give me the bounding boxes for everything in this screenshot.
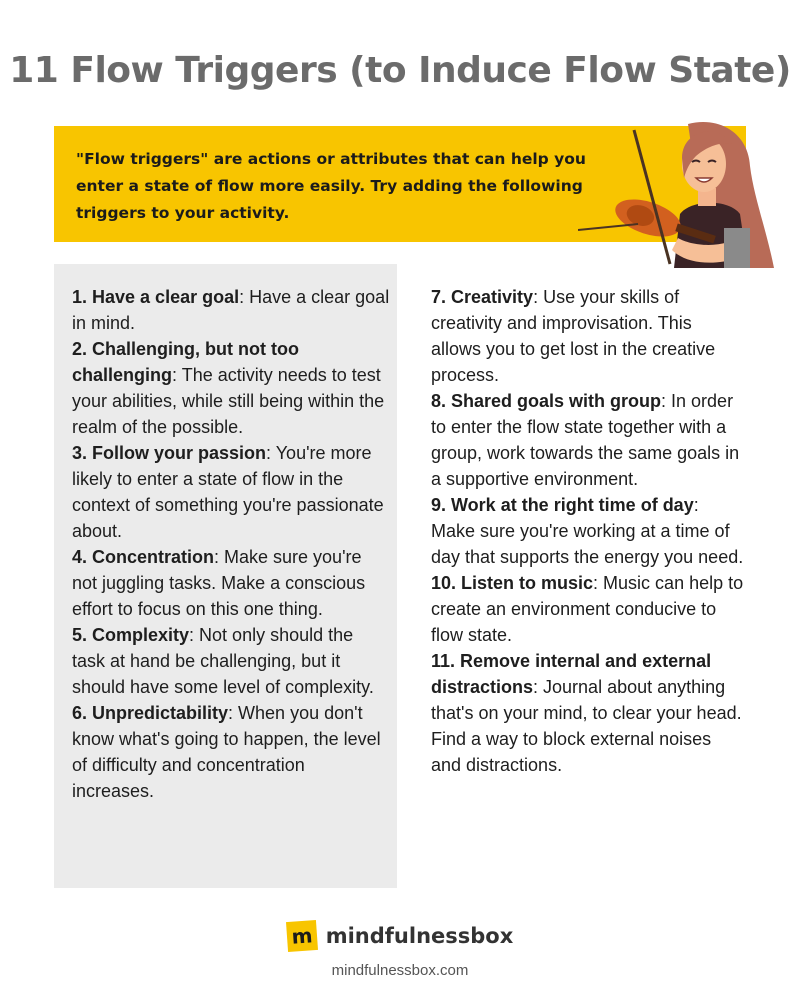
- list-item: [72, 284, 390, 336]
- brand-name: mindfulnessbox: [325, 924, 514, 948]
- left-column: [72, 284, 390, 804]
- list-item: [431, 648, 746, 778]
- item-text: : You're more likely to enter a state of flow in the context of something you're passionate about.: [72, 443, 384, 541]
- item-name: 2. Challenging, but not too challenging: [72, 339, 299, 385]
- list-item: [431, 284, 746, 388]
- item-name: 6. Unpredictability: [72, 703, 229, 723]
- right-column: [431, 284, 746, 778]
- list-item: [72, 700, 390, 804]
- item-text: : Have a clear goal in mind.: [72, 287, 390, 333]
- item-text: : In order to enter the flow state together with a group, work towards the same goals in a supportive environment.: [431, 391, 740, 489]
- list-item: [72, 440, 390, 544]
- item-name: 4. Concentration: [72, 547, 215, 567]
- violinist-illustration: [578, 118, 778, 270]
- item-text: : Make sure you're working at a time of day that supports the energy you need.: [431, 495, 744, 567]
- list-item: [72, 622, 390, 700]
- page-title: 11 Flow Triggers (to Induce Flow State): [9, 50, 791, 91]
- list-item: [72, 336, 390, 440]
- item-text: : The activity needs to test your abilities, while still being within the realm of the possible.: [72, 365, 385, 437]
- footer-logo[interactable]: [0, 921, 800, 959]
- logo-mark-icon: m: [286, 920, 318, 952]
- list-item: [431, 388, 746, 492]
- item-name: 8. Shared goals with group: [431, 391, 662, 411]
- item-name: 11. Remove internal and external distractions: [431, 651, 712, 697]
- item-text: : When you don't know what's going to happen, the level of difficulty and concentration increases.: [72, 703, 381, 801]
- footer-url-link[interactable]: mindfulnessbox.com: [331, 962, 469, 979]
- item-name: 1. Have a clear goal: [72, 287, 240, 307]
- intro-text: "Flow triggers" are actions or attributes that can help you enter a state of flow more easily. Try adding the following triggers to your activity.: [76, 150, 586, 222]
- item-text: : Make sure you're not juggling tasks. Make a conscious effort to focus on this one thing.: [72, 547, 366, 619]
- item-text: : Journal about anything that's on your mind, to clear your head. Find a way to block external noises and distractions.: [431, 677, 742, 775]
- list-item: [72, 544, 390, 622]
- item-text: : Use your skills of creativity and improvisation. This allows you to get lost in the creative process.: [431, 287, 716, 385]
- item-name: 5. Complexity: [72, 625, 190, 645]
- list-item: [431, 492, 746, 570]
- item-text: : Not only should the task at hand be challenging, but it should have some level of complexity.: [72, 625, 374, 697]
- item-name: 10. Listen to music: [431, 573, 594, 593]
- item-text: : Music can help to create an environment conducive to flow state.: [431, 573, 744, 645]
- item-name: 9. Work at the right time of day: [431, 495, 694, 515]
- item-name: 3. Follow your passion: [72, 443, 267, 463]
- list-item: [431, 570, 746, 648]
- item-name: 7. Creativity: [431, 287, 534, 307]
